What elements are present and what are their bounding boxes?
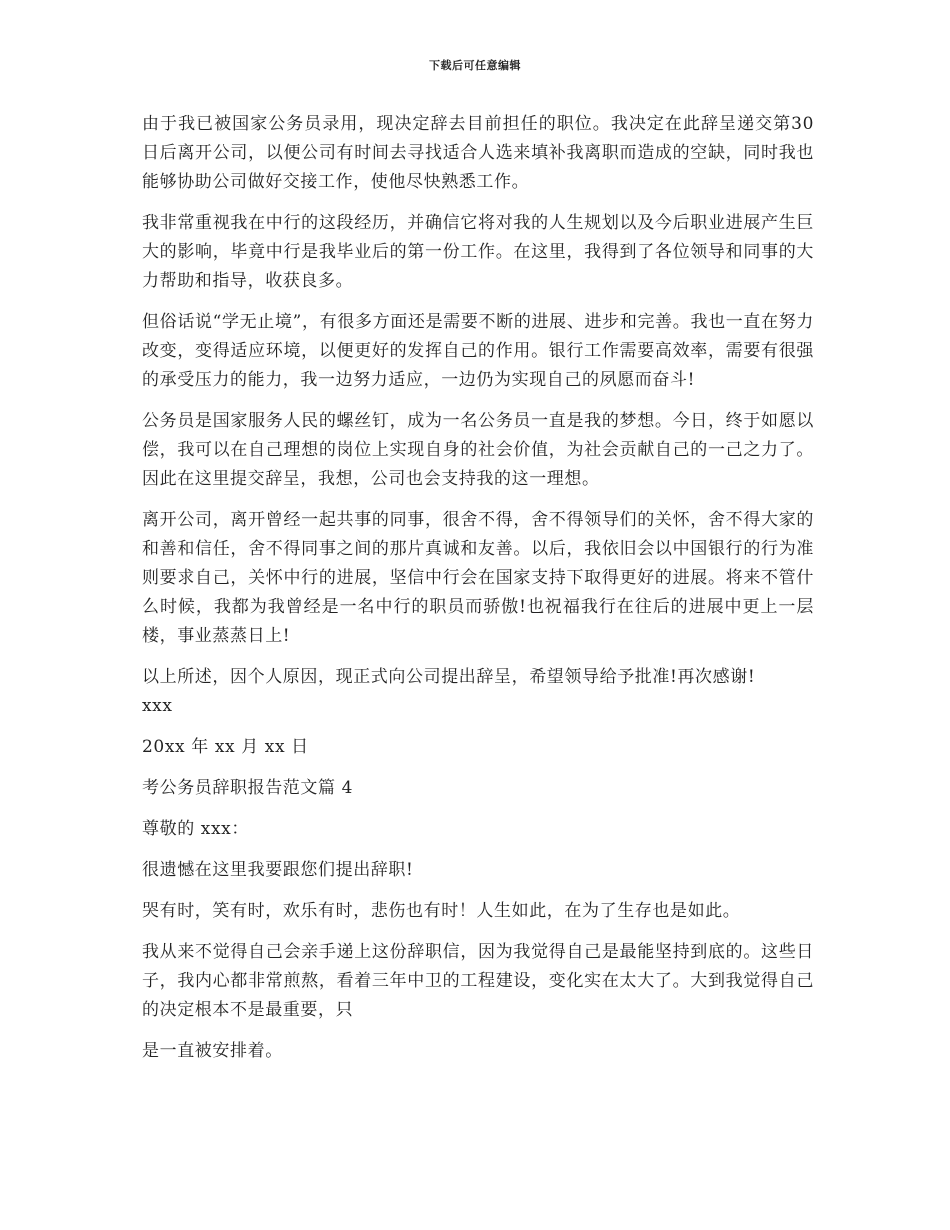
paragraph-9: 是一直被安排着。: [142, 1041, 283, 1061]
signature-name: xxx: [142, 696, 173, 716]
paragraph-8: 我从来不觉得自己会亲手递上这份辞职信，因为我觉得自己是最能坚持到底的。这些日子，我内心都非常煎熬，看着三年中卫的工程建设，变化实在太大了。大到我觉得自己的决定根本不是最重要，只: [142, 942, 814, 1020]
salutation: 尊敬的 xxx：: [142, 819, 249, 839]
page-header: 下载后可任意编辑: [429, 59, 521, 72]
paragraph-7: 哭有时，笑有时，欢乐有时，悲伤也有时！人生如此，在为了生存也是如此。: [142, 901, 741, 921]
paragraph-3: 但俗话说“学无止境”，有很多方面还是需要不断的进展、进步和完善。我也一直在努力改变，变得适应环境，以便更好的发挥自己的作用。银行工作需要高效率，需要有很强的承受压力的能力，我一边努力适应，一边仍为实现自己的夙愿而奋斗!: [142, 312, 814, 390]
paragraph-6: 很遗憾在这里我要跟您们提出辞职!: [142, 860, 414, 880]
paragraph-2: 我非常重视我在中行的这段经历，并确信它将对我的人生规划以及今后职业进展产生巨大的影响，毕竟中行是我毕业后的第一份工作。在这里，我得到了各位领导和同事的大力帮助和指导，收获良多。: [142, 213, 814, 291]
section-title: 考公务员辞职报告范文篇 4: [142, 778, 354, 798]
closing-statement: 以上所述，因个人原因，现正式向公司提出辞呈，希望领导给予批准!再次感谢!: [142, 667, 756, 687]
signature-date: 20xx 年 xx 月 xx 日: [142, 737, 309, 757]
paragraph-1: 由于我已被国家公务员录用，现决定辞去目前担任的职位。我决定在此辞呈递交第30日后离开公司，以便公司有时间去寻找适合人选来填补我离职而造成的空缺，同时我也能够协助公司做好交接工作，使他尽快熟悉工作。: [142, 114, 814, 192]
paragraph-4: 公务员是国家服务人民的螺丝钉，成为一名公务员一直是我的梦想。今日，终于如愿以偿，我可以在自己理想的岗位上实现自身的社会价值，为社会贡献自己的一己之力了。因此在这里提交辞呈，我想，公司也会支持我的这一理想。: [142, 411, 814, 489]
document-body: [142, 110, 814, 1078]
paragraph-5: 离开公司，离开曾经一起共事的同事，很舍不得，舍不得领导们的关怀，舍不得大家的和善和信任，舍不得同事之间的那片真诚和友善。以后，我依旧会以中国银行的行为准则要求自己，关怀中行的进展，坚信中行会在国家支持下取得更好的进展。将来不管什么时候，我都为我曾经是一名中行的职员而骄傲!也祝福我行在往后的进展中更上一层楼，事业蒸蒸日上!: [142, 510, 814, 646]
